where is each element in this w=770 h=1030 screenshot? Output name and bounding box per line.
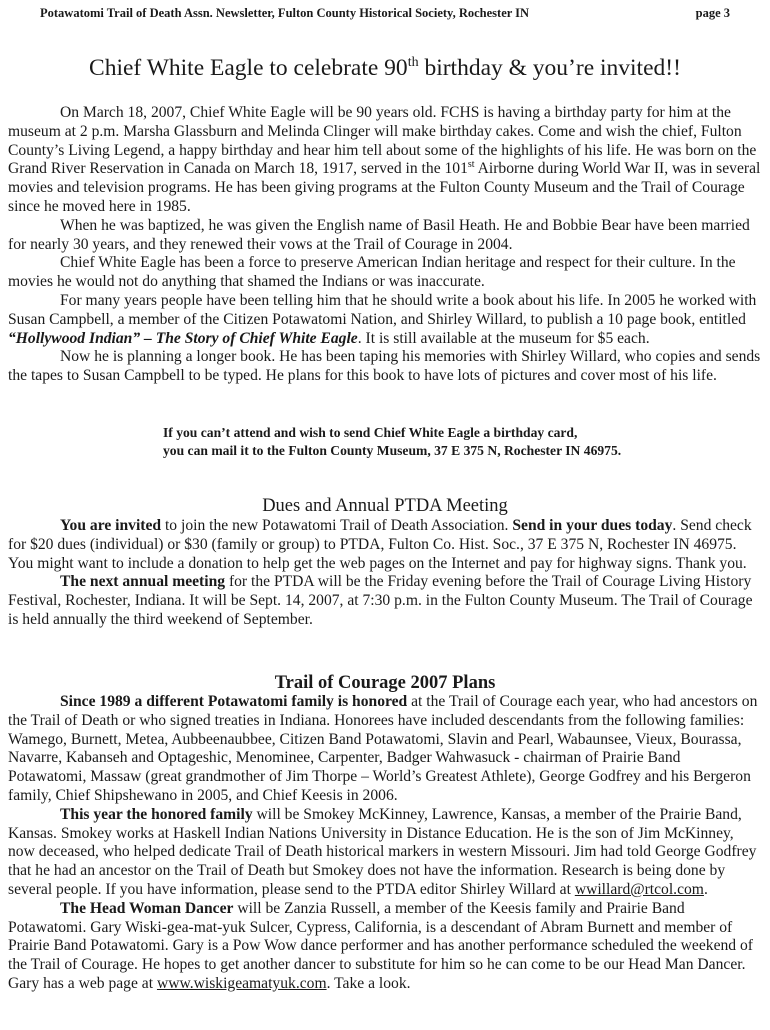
superscript: st: [467, 159, 475, 171]
bold-text: Send in your dues today: [512, 517, 673, 534]
paragraph-dues: [8, 517, 762, 573]
paragraph-birthday: [8, 104, 762, 217]
title-text: Chief White Eagle to celebrate 90: [89, 55, 408, 81]
text: For many years people have been telling him that he should write a book about his life. In 2005 he worked with Susan Campbell, a member of the Citizen Potawatomi Nation, and Shirley Willard, to publish a 10 page book, entitled: [8, 291, 757, 328]
article-body-trail-of-courage: [8, 693, 762, 994]
paragraph-honored-family-2007: [8, 806, 762, 900]
text: . It is still available at the museum for $5 each.: [357, 329, 650, 347]
note-line: you can mail it to the Fulton County Museum, 37 E 375 N, Rochester IN 46975.: [163, 442, 622, 458]
article-body-dues: [8, 517, 762, 630]
title-superscript: th: [407, 55, 419, 71]
text: .: [703, 880, 708, 898]
text: to join the new Potawatomi Trail of Death Association.: [161, 517, 513, 534]
paragraph-longer-book: Now he is planning a longer book. He has been taping his memories with Shirley Willard, who copies and sends the tapes to Susan Campbell to be typed. He plans for this book to have lots of pictures and cover most of his life.: [8, 348, 761, 385]
bold-text: The Head Woman Dancer: [60, 899, 234, 917]
paragraph-head-dancers: [8, 900, 762, 994]
article-title-trail-of-courage: Trail of Courage 2007 Plans: [274, 673, 496, 693]
birthday-card-note: [163, 424, 621, 459]
text: . Take a look.: [326, 974, 411, 992]
paragraph-heritage: Chief White Eagle has been a force to preserve American Indian heritage and respect for their culture. In the movies he would not do anything that shamed the Indians or was inaccurate.: [8, 254, 736, 291]
paragraph-annual-meeting: [8, 573, 762, 629]
text: will be Smokey McKinney, Lawrence, Kansas, a member of the Prairie Band, Kansas. Smokey works at Haskell Indian Nations University in Distance Education. He is the son of Jim McKinney, now deceased, who helped dedicate Trail of Death historical markers in western Missouri. Jim had told George Godfrey that he had an ancestor on the Trail of Death but Smokey does not have the information. Research is being done by several people. If you have information, please send to the PTDA editor Shirley Willard at: [8, 805, 757, 898]
book-title: “Hollywood Indian” – The Story of Chief White Eagle: [8, 329, 358, 347]
text: at the Trail of Courage each year, who had ancestors on the Trail of Death or who signed treaties in Indiana. Honorees have included descendants from the following families: Wamego, Burnett, Metea, Aubbeenaubbee, Citizen Band Potawatomi, Slavin and Pearl, Wabaunsee, Vieux, Bourassa, Navarre, Kabanseh and Optageshic, Menominee, Carpenter, Badger Wahwasuck - chairman of Prairie Band Potawatomi, Massaw (great grandmother of Jim Thorpe – World’s Greatest Athlete), George Godfrey and his Bergeron family, Chief Shipshewano in 2005, and Chief Keesis in 2006.: [8, 693, 758, 804]
text: for the PTDA will be the Friday evening before the Trail of Courage Living History Festival, Rochester, Indiana. It will be Sept. 14, 2007, at 7:30 p.m. in the Fulton County Museum. The Trail of Courage is held annually the third weekend of September.: [8, 573, 753, 628]
header-page-number: page 3: [695, 6, 730, 20]
text: will be Zanzia Russell, a member of the Keesis family and Prairie Band Potawatomi. Gary Wiski-gea-mat-yuk Sulcer, Cypress, California, is a descendant of Abram Burnett and member of Prairie Band Potawatomi. Gary is a Pow Wow dance performer and has another performance scheduled the weekend of the Trail of Courage. He hopes to get another dancer to substitute for him so he can come to be our Head Man Dancer. Gary has a web page at: [8, 899, 753, 992]
bold-text: You are invited: [60, 517, 162, 534]
article-body-white-eagle: [8, 104, 762, 386]
bold-text: Since 1989 a different Potawatomi family is honored: [60, 693, 408, 710]
article-title-dues: Dues and Annual PTDA Meeting: [262, 496, 508, 516]
title-text-end: birthday & you’re invited!!: [418, 55, 681, 81]
header-publication: Potawatomi Trail of Death Assn. Newsletter, Fulton County Historical Society, Rochester IN: [40, 6, 530, 20]
running-header: [40, 6, 730, 21]
text: . Send check for $20 dues (individual) or $30 (family or group) to PTDA, Fulton Co. Hist. Soc., 37 E 375 N, Rochester IN 46975. You might want to include a donation to help get the web pages on the Internet and pay for highway signs. Thank you.: [8, 517, 752, 572]
paragraph-honored-families: [8, 693, 762, 806]
text: On March 18, 2007, Chief White Eagle will be 90 years old. FCHS is having a birthday party for him at the museum at 2 p.m. Marsha Glassburn and Melinda Clinger will make birthday cakes. Come and wish the chief, Fulton County’s Living Legend, a happy birthday and hear him tell about some of the highlights of his life. He was born on the Grand River Reservation in Canada on March 18, 1917, served in the 101: [8, 104, 757, 178]
paragraph-baptized: When he was baptized, he was given the English name of Basil Heath. He and Bobbie Bear have been married for nearly 30 years, and they renewed their vows at the Trail of Courage in 2004.: [8, 216, 750, 253]
paragraph-book: [8, 292, 762, 348]
note-line: If you can’t attend and wish to send Chief White Eagle a birthday card,: [163, 425, 578, 440]
website-link[interactable]: www.wiskigeamatyuk.com: [156, 974, 327, 992]
email-link[interactable]: wwillard@rtcol.com: [574, 880, 704, 898]
article-title-white-eagle: [0, 55, 770, 82]
bold-text: The next annual meeting: [60, 573, 226, 591]
text: Airborne during World War II, was in several movies and television programs. He has been giving programs at the Fulton County Museum and the Trail of Courage since he moved here in 1985.: [8, 160, 761, 215]
bold-text: This year the honored family: [60, 805, 253, 823]
